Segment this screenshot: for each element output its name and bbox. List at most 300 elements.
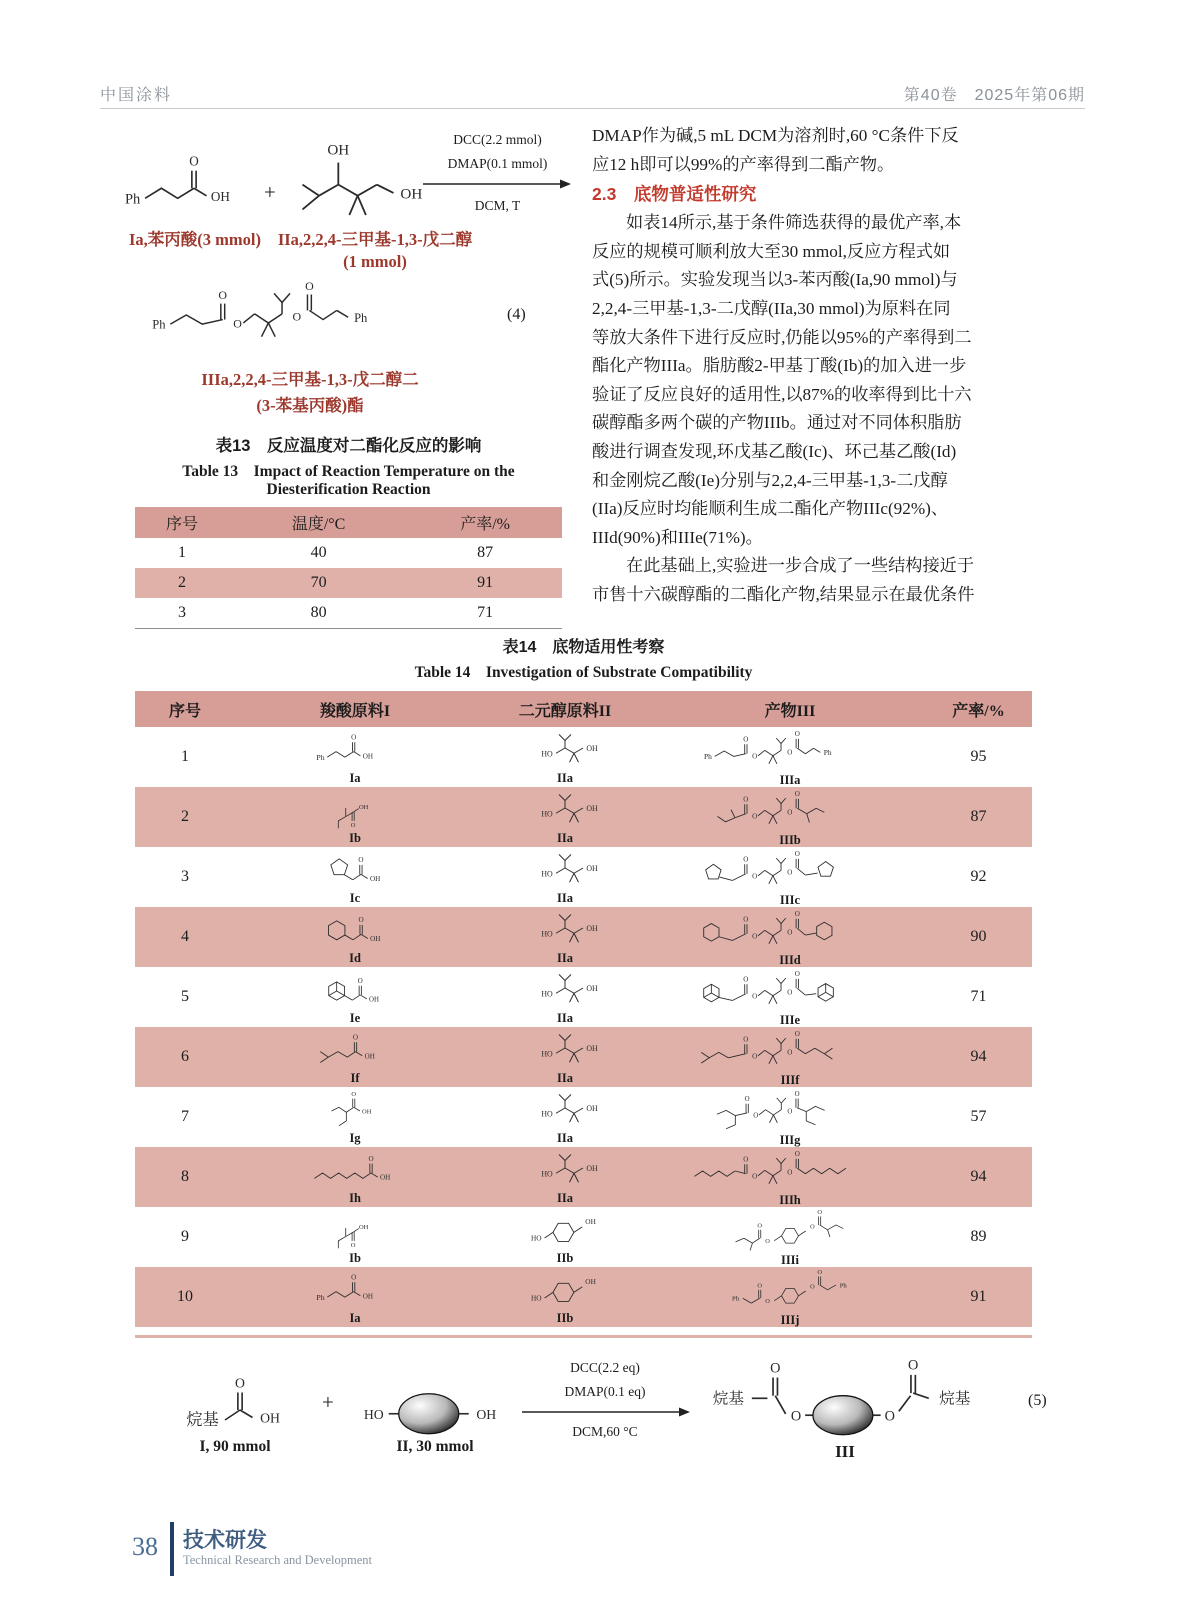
section-title: 底物普适性研究 — [633, 184, 757, 205]
table14-no-cell: 5 — [181, 988, 189, 1005]
body-line: 验证了反应良好的适用性,以87%的收率得到比十六 — [592, 384, 972, 404]
structure-IIIe-icon — [689, 968, 892, 1014]
svg-text:OH: OH — [379, 1173, 390, 1182]
svg-text:HO: HO — [363, 1406, 384, 1422]
body-line: 如表14所示,基于条件筛选获得的最优产率,本 — [626, 213, 962, 233]
right-text-column — [592, 122, 1067, 610]
svg-text:O: O — [235, 1375, 245, 1391]
structure-Ia-icon — [311, 730, 399, 772]
svg-text:HO: HO — [541, 868, 553, 878]
s5-reactant2-caption: II, 30 mmol — [396, 1438, 474, 1455]
svg-text:O: O — [233, 316, 242, 331]
svg-text:O: O — [752, 1112, 758, 1120]
svg-text:烷基: 烷基 — [939, 1390, 971, 1408]
svg-text:HO: HO — [530, 1293, 542, 1303]
table14-structure-cell — [655, 728, 925, 787]
table14-no-cell: 1 — [181, 748, 189, 765]
svg-text:O: O — [786, 1108, 792, 1116]
body-line: 等放大条件下进行反应时,仍能以95%的产率得到二 — [592, 327, 972, 347]
svg-text:O: O — [794, 849, 800, 858]
s5-solvent: DCM,60 °C — [572, 1424, 638, 1439]
table14-header-row — [135, 691, 1032, 727]
svg-text:OH: OH — [586, 983, 598, 993]
svg-text:HO: HO — [541, 1048, 553, 1058]
table14-row — [135, 1267, 1032, 1327]
svg-text:OH: OH — [400, 185, 423, 203]
svg-text:O: O — [794, 1029, 800, 1038]
svg-text:O: O — [189, 153, 199, 169]
svg-text:O: O — [351, 1090, 357, 1098]
structure-Ih-icon — [309, 1150, 402, 1192]
structure-label: IIb — [556, 1310, 574, 1325]
table14-row — [135, 727, 1032, 787]
footer-section-en: Technical Research and Development — [183, 1553, 372, 1567]
structure-label: IIIh — [779, 1192, 801, 1207]
structure-IIb-icon — [523, 1270, 608, 1312]
table14-yield-cell: 71 — [970, 988, 987, 1005]
structure-label: IIIf — [780, 1072, 800, 1087]
structure-label: Id — [349, 950, 361, 965]
table14-title-zh: 表14 底物适用性考察 — [502, 639, 665, 656]
svg-text:O: O — [794, 729, 800, 738]
header-rule — [100, 108, 1085, 109]
table13-title-zh: 表13 反应温度对二酯化反应的影响 — [215, 437, 482, 455]
table14-header-cell: 序号 — [168, 702, 201, 720]
table14-structure-cell — [655, 1028, 925, 1087]
structure-label: IIa — [557, 770, 573, 785]
table14-header-cell: 产率/% — [952, 702, 1005, 720]
svg-text:O: O — [770, 1360, 781, 1377]
svg-text:OH: OH — [362, 751, 373, 760]
product-caption-2: (3-苯基丙酸)酯 — [256, 396, 364, 415]
table13-cell: 87 — [477, 544, 494, 561]
table14-title-en: Table 14 Investigation of Substrate Compatibility — [414, 664, 753, 681]
table13-row — [135, 568, 562, 598]
structure-label: Ie — [349, 1010, 361, 1025]
structure-label: Ic — [349, 890, 361, 905]
svg-text:OH: OH — [586, 1103, 598, 1113]
svg-text:O: O — [786, 987, 792, 996]
structure-IIIi-icon — [699, 1208, 881, 1254]
svg-text:HO: HO — [541, 928, 553, 938]
table13-cell: 80 — [310, 604, 327, 621]
svg-text:OH: OH — [584, 1276, 596, 1286]
page-number: 38 — [132, 1532, 158, 1561]
table14-structure-cell — [655, 788, 925, 847]
svg-text:Ph: Ph — [823, 747, 832, 757]
svg-text:O: O — [751, 991, 757, 1000]
body-line: DMAP作为碱,5 mL DCM为溶剂时,60 °C条件下反 — [592, 126, 959, 145]
table14-structure-cell — [475, 970, 655, 1025]
plus-sign-2: + — [322, 1390, 334, 1414]
svg-text:O: O — [794, 1090, 800, 1098]
structure-label: IIa — [557, 1070, 573, 1085]
table13-header-cell: 温度/°C — [291, 516, 346, 533]
svg-text:O: O — [786, 747, 792, 756]
svg-text:OH: OH — [369, 995, 379, 1003]
svg-text:O: O — [751, 1171, 757, 1180]
svg-text:HO: HO — [530, 1233, 542, 1243]
table14-structure-cell — [475, 730, 655, 785]
svg-text:O: O — [790, 1408, 802, 1425]
svg-text:HO: HO — [541, 988, 553, 998]
structure-IIId-icon — [689, 908, 892, 954]
body-line: 应12 h即可以99%的产率得到二酯产物。 — [592, 154, 895, 174]
structure-IIa-icon — [283, 124, 435, 226]
structure-IIa-icon — [523, 1150, 607, 1192]
svg-text:OH: OH — [584, 1216, 596, 1226]
equation-number-4: (4) — [507, 306, 526, 323]
table13-header-row — [135, 507, 562, 538]
svg-text:Ph: Ph — [124, 191, 141, 208]
table14-structure-cell — [235, 1090, 475, 1145]
svg-text:O: O — [742, 735, 748, 744]
table14-header-cell: 产物III — [764, 702, 816, 720]
structure-label: IIb — [556, 1250, 574, 1265]
svg-text:Ph: Ph — [316, 752, 325, 762]
svg-text:O: O — [810, 1283, 815, 1291]
table14-row — [135, 1087, 1032, 1147]
table14-structure-cell — [475, 1030, 655, 1085]
reaction-arrow — [423, 178, 571, 190]
svg-text:O: O — [786, 927, 792, 936]
body-line: IIId(90%)和IIIe(71%)。 — [592, 527, 763, 547]
solvent-text: DCM, T — [474, 198, 521, 213]
table14-structure-cell — [235, 850, 475, 905]
table14-no-cell: 6 — [181, 1048, 189, 1065]
table13-cell: 91 — [477, 574, 494, 591]
svg-text:OH: OH — [369, 874, 380, 883]
structure-label: IIIa — [779, 772, 801, 787]
structure-label: IIIc — [779, 892, 801, 907]
body-line: 市售十六碳醇酯的二酯化产物,结果显示在最优条件 — [592, 584, 975, 604]
s5-product-caption: III — [835, 1442, 855, 1461]
section-heading — [592, 179, 1067, 209]
svg-text:O: O — [742, 795, 748, 804]
footer-bar — [170, 1522, 174, 1576]
table13-cell: 3 — [177, 604, 186, 621]
svg-text:HO: HO — [541, 1168, 553, 1178]
table14-structure-cell — [655, 1208, 925, 1267]
svg-text:O: O — [367, 1154, 374, 1163]
svg-text:OH: OH — [260, 1410, 280, 1426]
svg-text:Ph: Ph — [152, 317, 166, 332]
svg-text:OH: OH — [210, 188, 230, 204]
table14-structure-cell — [655, 848, 925, 907]
table14-structure-cell — [235, 1210, 475, 1265]
table13-cell: 40 — [310, 544, 327, 561]
svg-text:OH: OH — [358, 803, 369, 811]
table13-title-en1: Table 13 Impact of Reaction Temperature on the — [182, 463, 515, 480]
body-line: 酸进行调查发现,环戊基乙酸(Ic)、环己基乙酸(Id) — [592, 441, 957, 461]
svg-text:O: O — [810, 1223, 815, 1231]
generic-diol-icon — [356, 1360, 504, 1440]
body-line: 式(5)所示。实验发现当以3-苯丙酸(Ia,90 mmol)与 — [592, 270, 958, 290]
svg-text:O: O — [742, 1035, 748, 1044]
svg-text:HO: HO — [541, 748, 553, 758]
table14-structure-cell — [235, 910, 475, 965]
structure-label: If — [350, 1070, 360, 1085]
svg-text:O: O — [358, 915, 364, 924]
svg-text:O: O — [786, 1167, 792, 1176]
svg-text:OH: OH — [327, 141, 350, 159]
svg-text:O: O — [751, 751, 757, 760]
svg-text:Ph: Ph — [839, 1281, 847, 1289]
table13-row — [135, 598, 562, 628]
reaction-scheme-5 — [160, 1348, 1070, 1466]
structure-label: IIa — [557, 1130, 573, 1145]
generic-acid-icon — [175, 1360, 300, 1440]
table-14 — [135, 634, 1032, 1338]
table14-structure-cell — [475, 1150, 655, 1205]
table14-header-cell: 羧酸原料I — [319, 702, 391, 720]
product-caption-1: IIIa,2,2,4-三甲基-1,3-戊二醇二 — [201, 370, 419, 389]
reactant1-caption: Ia,苯丙酸(3 mmol) — [129, 230, 261, 249]
svg-text:O: O — [351, 1272, 357, 1281]
svg-text:O: O — [786, 807, 792, 816]
table14-structure-cell — [655, 908, 925, 967]
generic-diester-icon — [705, 1354, 986, 1440]
table14-structure-cell — [475, 1270, 655, 1325]
svg-text:烷基: 烷基 — [712, 1390, 745, 1408]
structure-Ie-icon — [317, 970, 393, 1012]
table14-yield-cell: 57 — [970, 1108, 987, 1125]
table14-no-cell: 4 — [181, 928, 189, 945]
svg-text:Ph: Ph — [732, 1295, 740, 1303]
structure-label: IIId — [779, 952, 801, 967]
svg-text:烷基: 烷基 — [186, 1411, 219, 1429]
structure-label: IIIb — [779, 832, 801, 847]
table14-structure-cell — [475, 790, 655, 845]
svg-text:O: O — [794, 789, 800, 798]
plus-sign: + — [264, 180, 276, 204]
structure-IIa-icon — [523, 970, 607, 1012]
s5-reagent-1: DCC(2.2 eq) — [570, 1360, 640, 1375]
svg-text:O: O — [786, 1047, 792, 1056]
structure-label: IIa — [557, 1010, 573, 1025]
body-line: 反应的规模可顺利放大至30 mmol,反应方程式如 — [592, 241, 951, 261]
structure-Ib-icon — [321, 1210, 389, 1252]
svg-text:O: O — [744, 1095, 750, 1103]
reactant2-caption-2: (1 mmol) — [343, 252, 407, 271]
table14-yield-cell: 91 — [970, 1288, 987, 1305]
svg-text:O: O — [751, 811, 757, 820]
reagent-text-2: DMAP(0.1 mmol) — [447, 156, 548, 171]
table14-row — [135, 847, 1032, 907]
table13-row — [135, 538, 562, 568]
body-line: 碳醇酯多两个碳的产物IIIb。通过对不同体积脂肪 — [592, 413, 962, 433]
structure-IIa-icon — [523, 790, 607, 832]
table14-yield-cell: 87 — [970, 808, 987, 825]
structure-If-icon — [312, 1030, 399, 1072]
svg-text:HO: HO — [541, 808, 553, 818]
svg-text:OH: OH — [362, 1107, 372, 1115]
body-line: 2,2,4-三甲基-1,3-二戊醇(IIa,30 mmol)为原料在同 — [592, 298, 951, 318]
structure-Ib-icon — [321, 790, 389, 832]
reaction-scheme-4 — [115, 118, 575, 430]
table13-title-en2: Diesterification Reaction — [266, 481, 431, 498]
structure-Ia-icon — [115, 148, 278, 226]
table14-structure-cell — [475, 910, 655, 965]
structure-label: Ib — [349, 830, 361, 845]
svg-text:O: O — [786, 867, 792, 876]
svg-text:OH: OH — [476, 1406, 497, 1422]
table13-cell: 70 — [310, 574, 327, 591]
svg-text:O: O — [350, 1241, 356, 1249]
equation-number-5: (5) — [1028, 1392, 1047, 1409]
table14-row — [135, 967, 1032, 1027]
structure-IIb-icon — [523, 1210, 608, 1252]
svg-text:O: O — [757, 1221, 763, 1229]
table14-structure-cell — [655, 1088, 925, 1147]
table14-structure-cell — [235, 970, 475, 1025]
svg-text:O: O — [794, 1149, 800, 1158]
table13-cell: 71 — [477, 604, 494, 621]
svg-text:O: O — [757, 1281, 763, 1289]
structure-label: Ig — [349, 1130, 361, 1145]
structure-label: Ia — [349, 1310, 361, 1325]
structure-IIa-icon — [523, 730, 607, 772]
table14-structure-cell — [655, 968, 925, 1027]
table14-structure-cell — [655, 1148, 925, 1207]
body-line: 和金刚烷乙酸(Ie)分别与2,2,4-三甲基-1,3-二戊醇 — [592, 470, 948, 490]
table14-yield-cell: 92 — [970, 868, 987, 885]
structure-Id-icon — [315, 910, 395, 952]
section-number: 2.3 — [592, 184, 617, 205]
footer-section-zh: 技术研发 — [183, 1529, 267, 1552]
structure-IIIc-icon — [689, 848, 892, 894]
table14-bottom-rule — [135, 1335, 1032, 1338]
structure-IIIf-icon — [689, 1028, 892, 1074]
svg-text:OH: OH — [586, 803, 598, 813]
svg-text:Ph: Ph — [354, 310, 368, 325]
body-line: 在此基础上,实验进一步合成了一些结构接近于 — [626, 556, 975, 576]
structure-label: IIIj — [780, 1312, 800, 1327]
structure-label: IIa — [557, 1190, 573, 1205]
svg-text:O: O — [350, 821, 356, 829]
svg-text:O: O — [751, 871, 757, 880]
reactant2-caption: IIa,2,2,4-三甲基-1,3-戊二醇 — [277, 230, 473, 249]
table13-cell: 2 — [177, 574, 186, 591]
table13-header-cell: 产率/% — [460, 516, 511, 533]
structure-IIIj-icon — [699, 1268, 881, 1314]
structure-Ic-icon — [316, 850, 395, 892]
svg-text:OH: OH — [370, 934, 381, 943]
table14-no-cell: 9 — [181, 1228, 189, 1245]
table14-yield-cell: 95 — [970, 748, 987, 765]
structure-label: Ib — [349, 1250, 361, 1265]
body-line: 酯化产物IIIa。脂肪酸2-甲基丁酸(Ib)的加入进一步 — [592, 356, 967, 376]
reagent-text-1: DCC(2.2 mmol) — [453, 132, 542, 147]
body-line: (IIa)反应时均能顺利生成二酯化产物IIIc(92%)、 — [592, 499, 949, 519]
table13-header-cell: 序号 — [165, 516, 198, 533]
svg-text:OH: OH — [586, 743, 598, 753]
structure-IIIh-icon — [689, 1148, 892, 1194]
s5-reagent-2: DMAP(0.1 eq) — [564, 1384, 646, 1399]
svg-text:OH: OH — [364, 1051, 375, 1060]
table14-row — [135, 787, 1032, 847]
reaction-arrow-2 — [522, 1406, 690, 1418]
svg-text:O: O — [357, 977, 363, 985]
svg-text:O: O — [907, 1357, 919, 1374]
svg-text:O: O — [794, 909, 800, 918]
table14-yield-cell: 90 — [970, 928, 987, 945]
svg-text:HO: HO — [541, 1108, 553, 1118]
structure-IIa-icon — [523, 1090, 607, 1132]
journal-name: 中国涂料 — [100, 87, 173, 104]
svg-text:O: O — [742, 855, 748, 864]
svg-text:OH: OH — [358, 1223, 369, 1231]
svg-text:O: O — [817, 1208, 822, 1216]
table13-body — [135, 538, 562, 629]
svg-text:O: O — [751, 1051, 757, 1060]
structure-Ig-icon — [319, 1090, 391, 1132]
table14-no-cell: 7 — [181, 1108, 189, 1125]
svg-text:O: O — [305, 278, 314, 293]
svg-text:OH: OH — [362, 1291, 373, 1300]
table14-structure-cell — [235, 1150, 475, 1205]
svg-text:O: O — [357, 855, 363, 864]
structure-IIIa-icon — [689, 728, 892, 774]
svg-text:O: O — [351, 732, 357, 741]
structure-label: IIa — [557, 890, 573, 905]
table14-row — [135, 907, 1032, 967]
svg-text:OH: OH — [586, 863, 598, 873]
table14-structure-cell — [235, 1030, 475, 1085]
svg-text:O: O — [292, 309, 302, 324]
svg-text:O: O — [218, 288, 228, 303]
svg-text:O: O — [352, 1032, 358, 1041]
svg-text:O: O — [884, 1408, 895, 1425]
table14-structure-cell — [235, 730, 475, 785]
table14-structure-cell — [475, 1090, 655, 1145]
table14-no-cell: 2 — [181, 808, 189, 825]
table14-yield-cell: 94 — [970, 1048, 987, 1065]
structure-IIIa-icon — [127, 276, 469, 354]
svg-text:O: O — [765, 1237, 770, 1245]
structure-IIa-icon — [523, 850, 607, 892]
table14-structure-cell — [655, 1268, 925, 1327]
table14-body — [135, 727, 1032, 1327]
table13-cell: 1 — [177, 544, 186, 561]
structure-IIa-icon — [523, 1030, 607, 1072]
table14-row — [135, 1207, 1032, 1267]
svg-text:OH: OH — [586, 923, 598, 933]
structure-label: Ih — [349, 1190, 361, 1205]
svg-text:O: O — [817, 1268, 822, 1276]
table14-structure-cell — [475, 850, 655, 905]
structure-IIIb-icon — [689, 788, 892, 834]
svg-text:O: O — [742, 1155, 748, 1164]
svg-text:OH: OH — [586, 1163, 598, 1173]
issue-info: 第40卷 2025年第06期 — [903, 87, 1085, 104]
structure-label: IIIe — [779, 1012, 801, 1027]
table-13 — [135, 432, 562, 629]
svg-text:O: O — [794, 969, 800, 978]
svg-text:O: O — [751, 931, 757, 940]
svg-text:OH: OH — [586, 1043, 598, 1053]
table14-row — [135, 1147, 1032, 1207]
structure-label: Ia — [349, 770, 361, 785]
table14-structure-cell — [475, 1210, 655, 1265]
table14-yield-cell: 89 — [970, 1228, 987, 1245]
svg-text:Ph: Ph — [316, 1292, 325, 1302]
structure-Ia-icon — [311, 1270, 399, 1312]
svg-text:O: O — [765, 1297, 770, 1305]
structure-IIa-icon — [523, 910, 607, 952]
structure-label: IIa — [557, 830, 573, 845]
table14-no-cell: 8 — [181, 1168, 189, 1185]
